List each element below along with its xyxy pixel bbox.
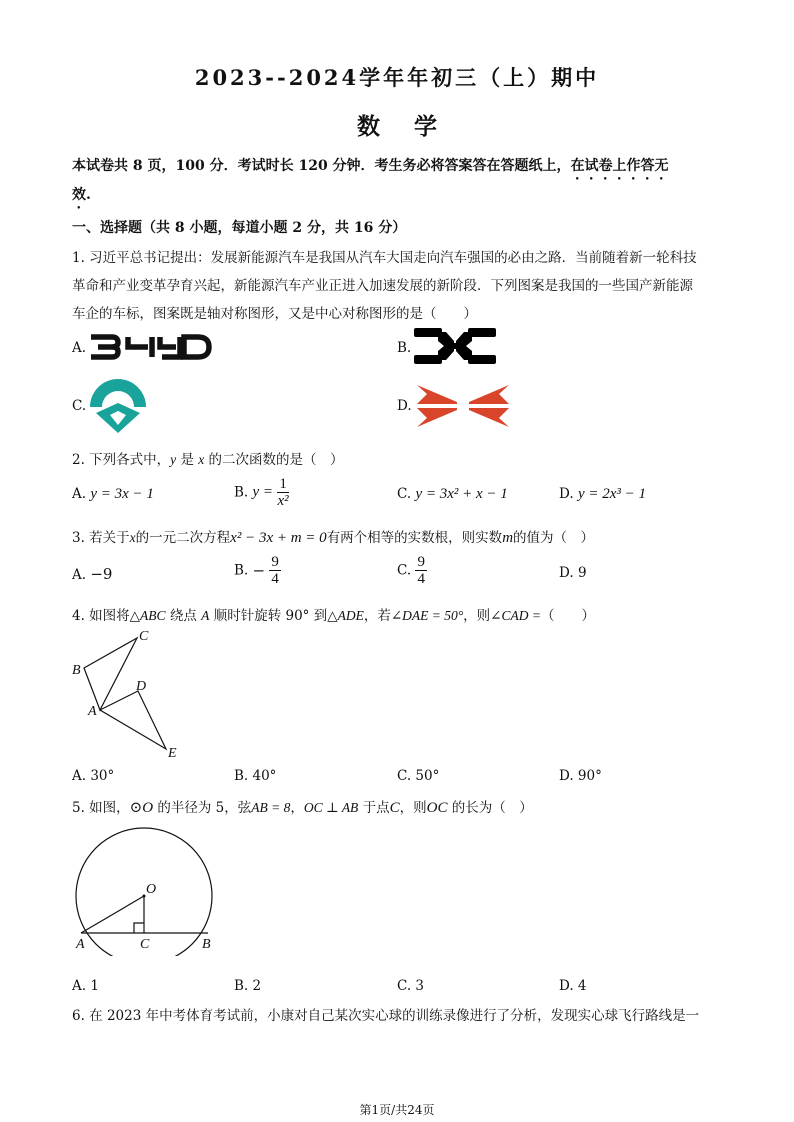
section-heading: 一、选择题（共 8 小题，每道小题 2 分，共 16 分） xyxy=(72,220,407,236)
q1-option-a-label: A. xyxy=(72,340,87,356)
q2-option-a: A. y = 3x − 1 xyxy=(72,486,154,502)
label-c: C xyxy=(140,937,150,952)
right-angle-mark xyxy=(134,923,144,933)
q2-stem: 2. 下列各式中，y 是 x 的二次函数的是（ ） xyxy=(72,452,344,468)
q1-option-b-label: B. xyxy=(397,340,412,356)
exam-notice-line1: 本试卷共 8 页，100 分．考试时长 120 分钟．考生务必将答案答在答题纸上，在试卷上作答无 xyxy=(72,158,669,174)
exam-title: 2023--2024学年年初三（上）期中 xyxy=(194,65,600,90)
label-c: C xyxy=(139,629,149,644)
byd-logo-icon xyxy=(88,333,212,361)
xpeng-logo-icon xyxy=(417,385,509,427)
page-number: 第1页/共24页 xyxy=(359,1103,435,1117)
q5-circle-figure xyxy=(72,826,222,956)
subject-title: 数学 xyxy=(357,113,471,140)
q3-option-d: D. 9 xyxy=(559,565,587,581)
q5-stem: 5. 如图，⊙O 的半径为 5，弦AB = 8，OC ⊥ AB 于点C，则OC 的长为（ ） xyxy=(72,800,533,816)
label-b: B xyxy=(202,937,211,952)
q4-option-b: B. 40° xyxy=(234,768,277,784)
q3-stem: 3. 若关于x的一元二次方程x² − 3x + m = 0有两个相等的实数根，则实数m的值为（ ） xyxy=(72,530,595,546)
q1-option-d-label: D. xyxy=(397,398,412,414)
triangle-ade xyxy=(100,691,166,749)
q4-option-d: D. 90° xyxy=(559,768,602,784)
q1-stem-line3: 车企的车标，图案既是轴对称图形，又是中心对称图形的是（ ） xyxy=(72,306,477,322)
b-logo-icon xyxy=(414,328,496,364)
q3-option-a: A. −9 xyxy=(72,565,113,583)
q4-option-a: A. 30° xyxy=(72,768,115,784)
q5-option-a: A. 1 xyxy=(72,978,99,994)
q5-option-d: D. 4 xyxy=(559,978,587,994)
q2-option-d: D. y = 2x³ − 1 xyxy=(559,486,646,502)
q1-stem-line2: 革命和产业变革孕育兴起，新能源汽车产业正进入加速发展的新阶段．下列图案是我国的一些国产新能源 xyxy=(72,278,693,294)
q3-option-c: C. $\frac{9}{4}$ xyxy=(397,554,425,587)
nio-logo-icon xyxy=(88,377,148,435)
label-e: E xyxy=(168,746,177,761)
q4-option-c: C. 50° xyxy=(397,768,440,784)
q3-option-b: B. − $\frac{9}{4}$ xyxy=(234,554,279,587)
label-o: O xyxy=(146,882,157,897)
q6-stem-line1: 6. 在 2023 年中考体育考试前，小康对自己某次实心球的训练录像进行了分析，发现实心球飞行路线是一 xyxy=(72,1008,700,1024)
label-d: D xyxy=(136,679,147,694)
exam-notice-line2: 效. xyxy=(72,187,91,203)
q2-option-c: C. y = 3x² + x − 1 xyxy=(397,486,508,502)
q5-option-c: C. 3 xyxy=(397,978,425,994)
q1-stem-line1: 1. 习近平总书记提出：发展新能源汽车是我国从汽车大国走向汽车强国的必由之路．当前随着新一轮科技 xyxy=(72,250,697,266)
label-b: B xyxy=(72,663,81,678)
q2-option-b: B. y = $\frac{1}{\text{x²}}$ xyxy=(234,476,289,509)
triangle-abc xyxy=(84,638,137,710)
q4-triangle-figure xyxy=(70,628,190,763)
q4-stem: 4. 如图将△ABC 绕点 A 顺时针旋转 90° 到△ADE，若∠DAE = 50°，则∠CAD =（ ） xyxy=(72,608,595,624)
label-a: A xyxy=(76,937,85,952)
q5-option-b: B. 2 xyxy=(234,978,262,994)
label-a: A xyxy=(88,704,97,719)
q1-option-c-label: C. xyxy=(72,398,87,414)
